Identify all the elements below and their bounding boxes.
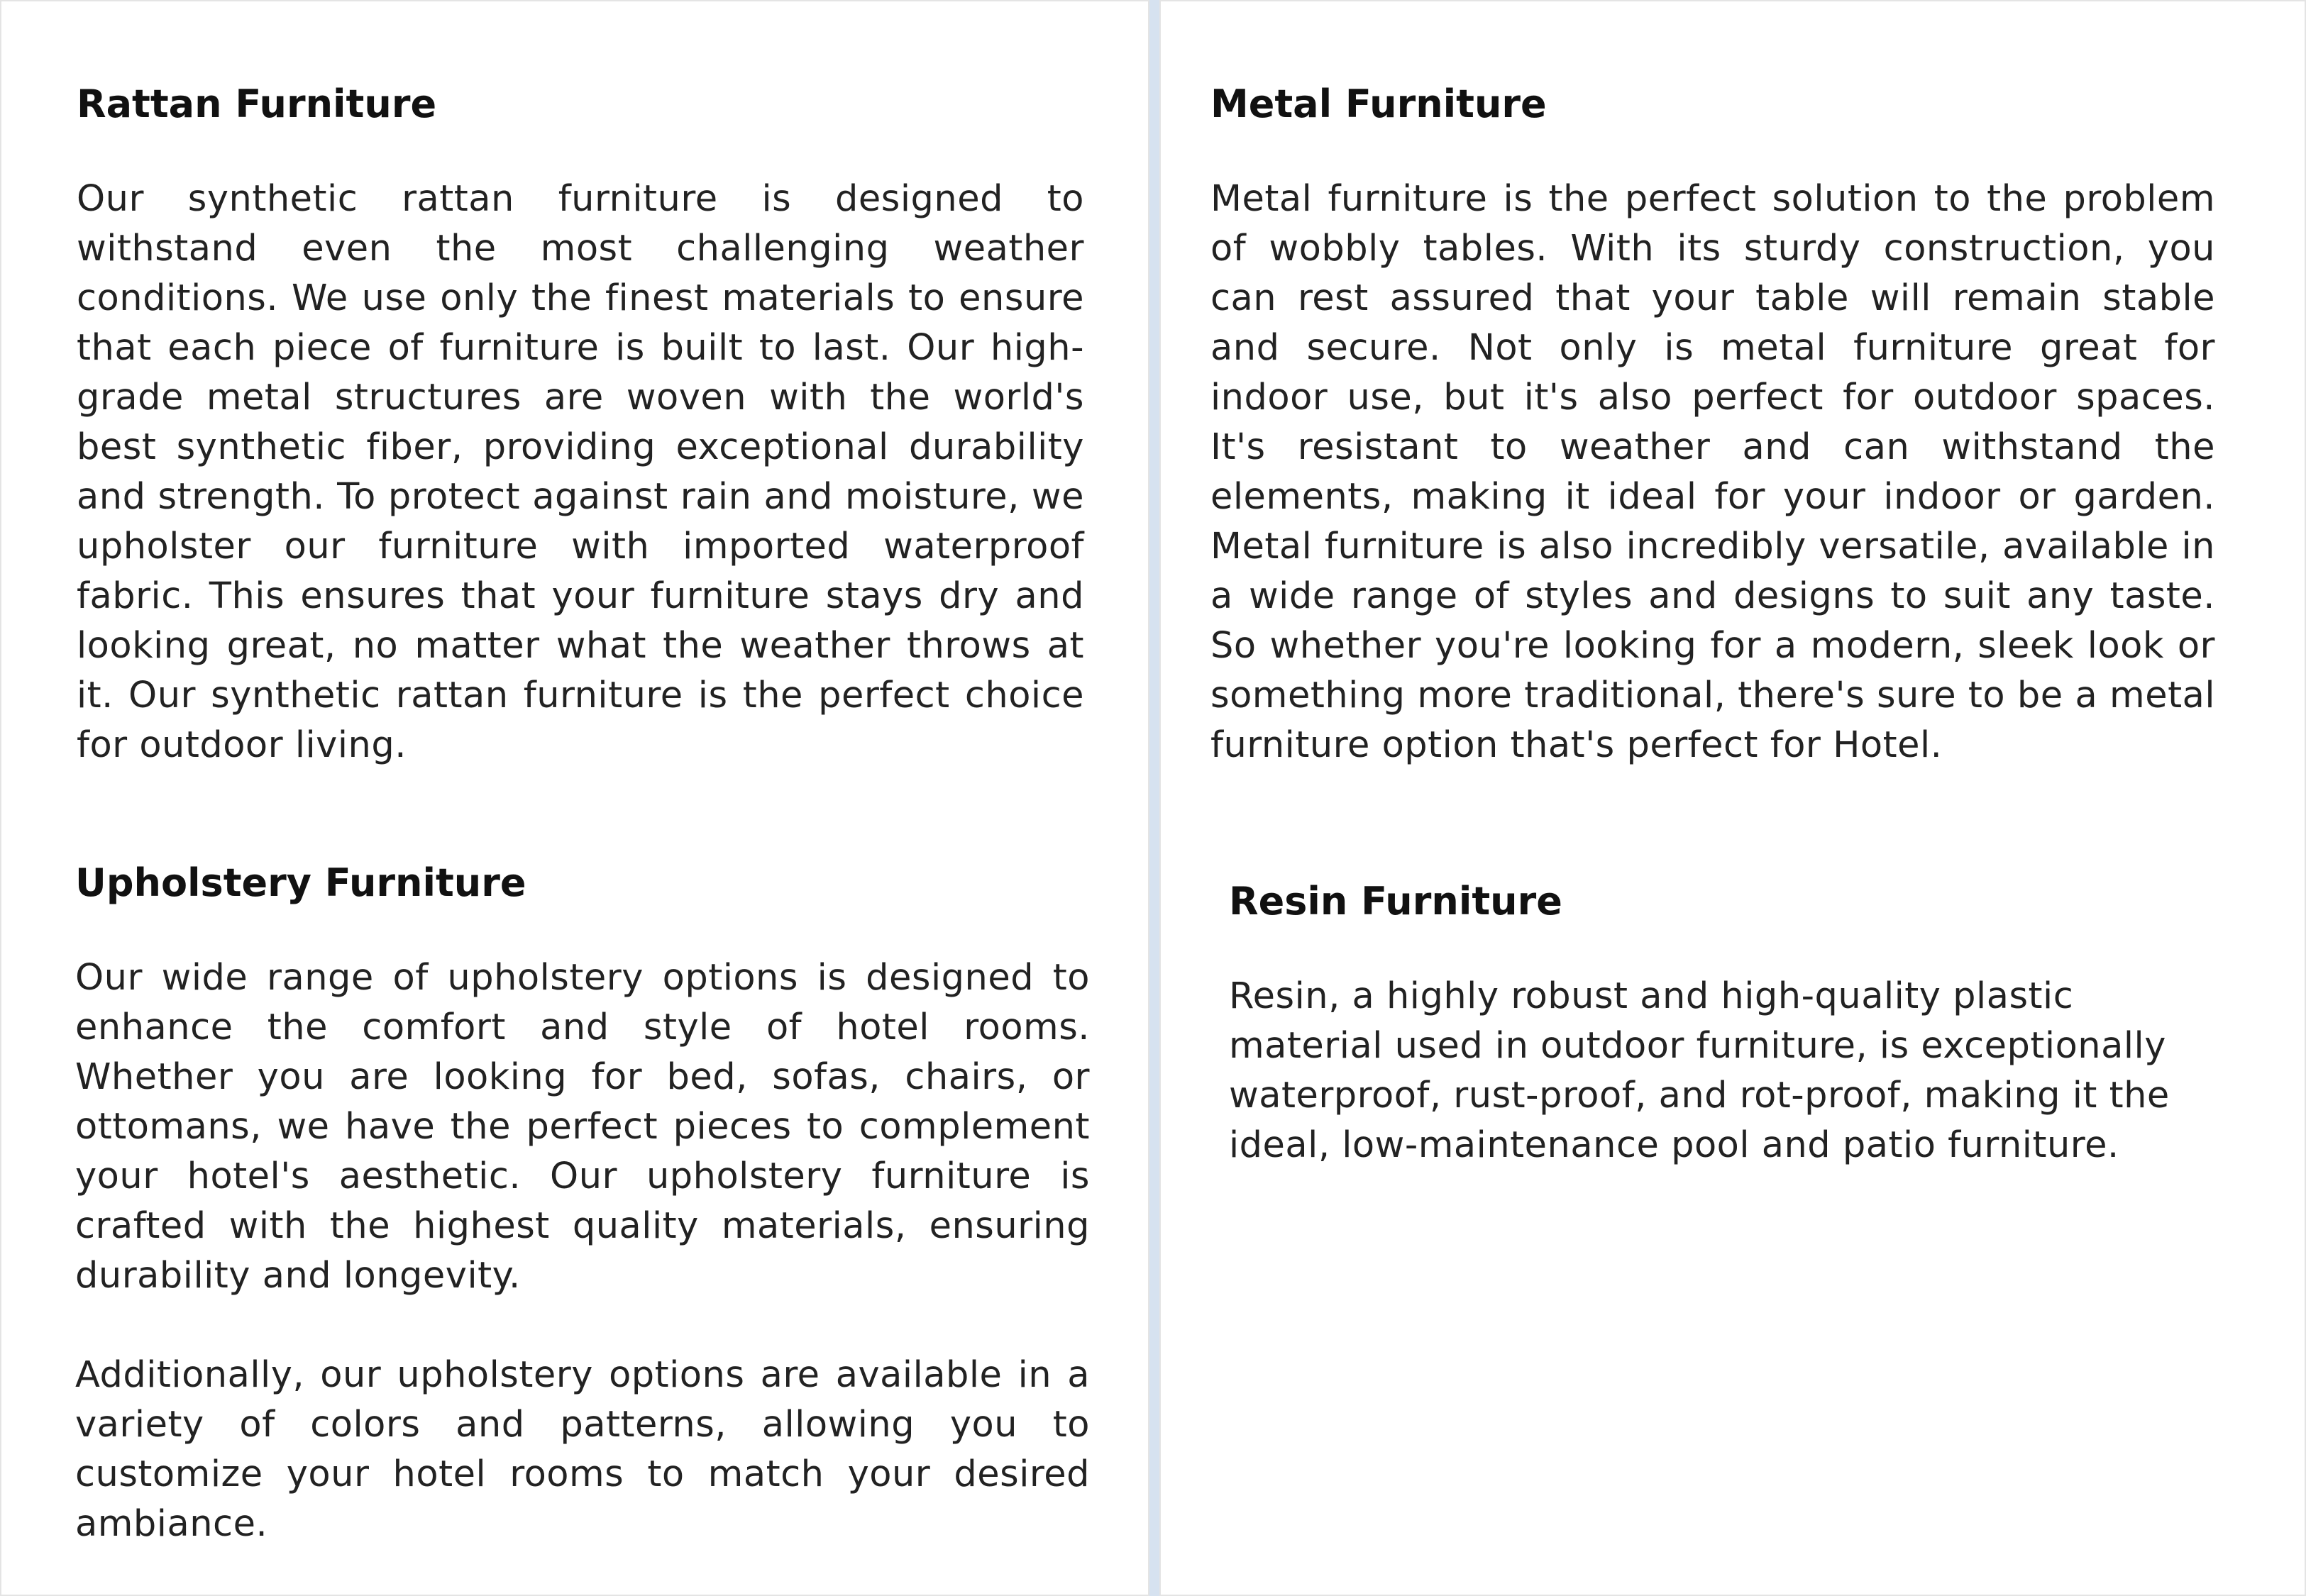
rattan-furniture-paragraph: Our synthetic rattan furniture is designed to withstand even the most challenging weather conditions. We use only the finest materials to ensure that each piece of furniture is built to last. Our high-grade metal structures are woven with the world's best synthetic fiber, providing exceptional durability and strength. To protect against rain and moisture, we upholster our furniture with imported waterproof fabric. This ensures that your furniture stays dry and looking great, no matter what the weather throws at it. Our synthetic rattan furniture is the perfect choice for outdoor living.	[77, 178, 1084, 766]
rattan-furniture-section	[77, 79, 1084, 770]
metal-furniture-section	[1210, 79, 2215, 770]
upholstery-furniture-section	[75, 858, 1090, 1549]
upholstery-furniture-paragraph-1: Our wide range of upholstery options is designed to enhance the comfort and style of hotel rooms. Whether you are looking for bed, sofas, chairs, or ottomans, we have the perfect pieces to complement your hotel's aesthetic. Our upholstery furniture is crafted with the highest quality materials, ensuring durability and longevity.	[75, 957, 1090, 1297]
rattan-furniture-heading: Rattan Furniture	[77, 82, 437, 126]
resin-furniture-heading: Resin Furniture	[1229, 879, 1562, 924]
upholstery-furniture-paragraph-2: Additionally, our upholstery options are available in a variety of colors and patterns, allowing you to customize your hotel rooms to match your desired ambiance.	[75, 1354, 1090, 1545]
resin-furniture-section	[1229, 877, 2208, 1170]
page-divider	[1149, 0, 1159, 1596]
metal-furniture-heading: Metal Furniture	[1210, 82, 1547, 126]
metal-furniture-paragraph: Metal furniture is the perfect solution to the problem of wobbly tables. With its sturdy construction, you can rest assured that your table will remain stable and secure. Not only is metal furniture great for indoor use, but it's also perfect for outdoor spaces. It's resistant to weather and can withstand the elements, making it ideal for your indoor or garden. Metal furniture is also incredibly versatile, available in a wide range of styles and designs to suit any taste. So whether you're looking for a modern, sleek look or something more traditional, there's sure to be a metal furniture option that's perfect for Hotel.	[1210, 178, 2215, 766]
upholstery-furniture-heading: Upholstery Furniture	[75, 860, 526, 905]
resin-furniture-paragraph: Resin, a highly robust and high-quality plastic material used in outdoor furniture, is exceptionally waterproof, rust-proof, and rot-proof, making it the ideal, low-maintenance pool and patio furniture.	[1229, 975, 2170, 1166]
